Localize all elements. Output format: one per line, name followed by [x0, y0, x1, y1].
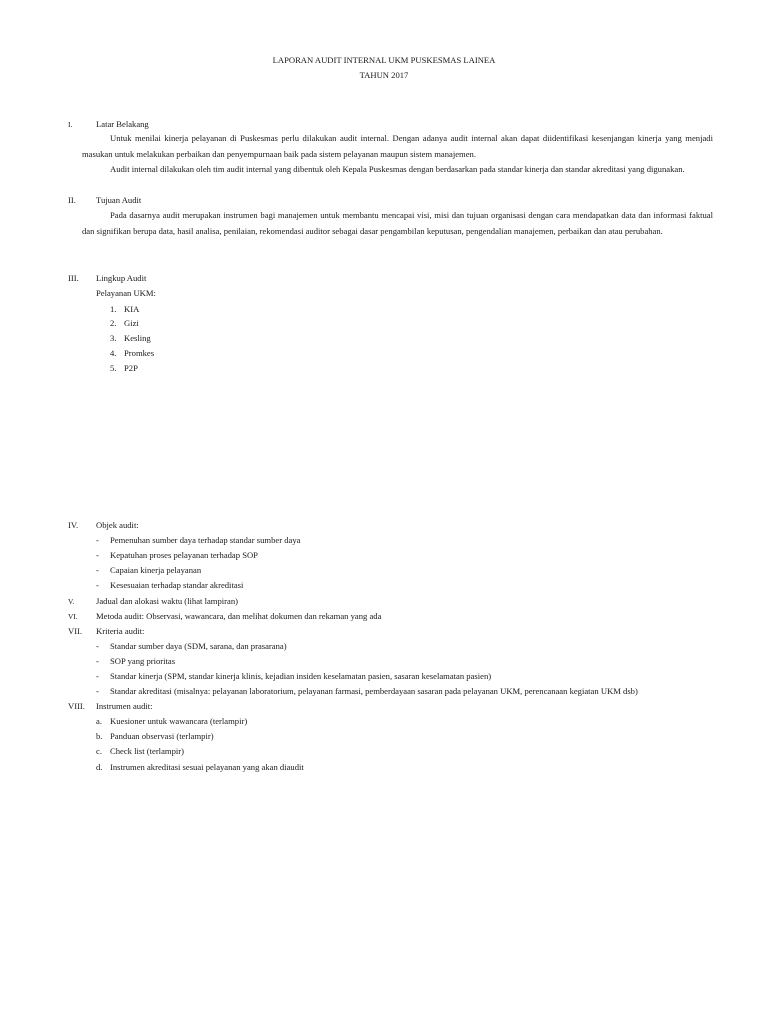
- section-number: V.: [68, 597, 75, 606]
- section-heading: Objek audit:: [96, 520, 139, 530]
- section-number: III.: [68, 273, 79, 283]
- list-item: 3. Kesling: [110, 333, 151, 343]
- list-item: 5. P2P: [110, 363, 138, 373]
- section-heading: Metoda audit: Observasi, wawancara, dan melihat dokumen dan rekaman yang ada: [96, 611, 382, 621]
- section-number: VIII.: [68, 701, 85, 711]
- paragraph-text: Pada dasarnya audit merupakan instrumen bagi manajemen untuk membantu mencapai visi, misi dan tujuan organisasi dengan cara mendapatkan data dan informasi faktual dan signifikan berupa data, hasil analisa, penilaian, rekomendasi auditor sebagai dasar pengambilan keputusan, pengendalian manajemen, perbaikan dan atau perubahan.: [82, 210, 713, 236]
- list-item: - Capaian kinerja pelayanan: [96, 565, 202, 575]
- paragraph-text: Untuk menilai kinerja pelayanan di Puskesmas perlu dilakukan audit internal. Dengan adanya audit internal akan dapat diidentifikasi kesenjangan kinerja yang menjadi masukan untuk melakukan perbaikan dan penyempurnaan baik pada sistem pelayanan maupun sistem manajemen.: [82, 133, 713, 159]
- section-number: I.: [68, 120, 73, 129]
- paragraph: [82, 208, 713, 239]
- title-line-1: LAPORAN AUDIT INTERNAL UKM PUSKESMAS LAINEA: [272, 55, 496, 65]
- section-heading: Jadual dan alokasi waktu (lihat lampiran): [96, 596, 238, 606]
- section-number: IV.: [68, 520, 79, 530]
- list-item: 4. Promkes: [110, 348, 155, 358]
- list-item: - Kesesuaian terhadap standar akreditasi: [96, 580, 244, 590]
- list-item: - Kepatuhan proses pelayanan terhadap SOP: [96, 550, 258, 560]
- section-number: VI.: [68, 612, 78, 621]
- list-item: 2. Gizi: [110, 318, 139, 328]
- paragraph: [82, 131, 713, 162]
- section-heading: Instrumen audit:: [96, 701, 153, 711]
- list-item: c. Check list (terlampir): [96, 746, 184, 756]
- title-line-2: TAHUN 2017: [359, 70, 409, 80]
- list-item: - Standar akreditasi (misalnya: pelayanan laboratorium, pelayanan farmasi, pemberdayaan sasaran pada pelayanan UKM, perencanaan kegiatan UKM dsb): [96, 686, 638, 696]
- section-number: II.: [68, 195, 76, 205]
- list-item: a. Kuesioner untuk wawancara (terlampir): [96, 716, 248, 726]
- list-item: b. Panduan observasi (terlampir): [96, 731, 214, 741]
- section-heading: Lingkup Audit: [96, 273, 147, 283]
- list-item: - Standar sumber daya (SDM, sarana, dan prasarana): [96, 641, 287, 651]
- list-item: - SOP yang prioritas: [96, 656, 176, 666]
- document-title: [0, 53, 768, 83]
- section-heading: Latar Belakang: [96, 119, 149, 129]
- section-number: VII.: [68, 626, 83, 636]
- section-heading: Tujuan Audit: [96, 195, 142, 205]
- list-item: - Pemenuhan sumber daya terhadap standar sumber daya: [96, 535, 301, 545]
- list-item: - Standar kinerja (SPM, standar kinerja klinis, kejadian insiden keselamatan pasien, sasaran keselamatan pasien): [96, 671, 492, 681]
- list-item: 1. KIA: [110, 304, 140, 314]
- subheading: Pelayanan UKM:: [96, 288, 156, 298]
- list-item: d. Instrumen akreditasi sesuai pelayanan yang akan diaudit: [96, 762, 304, 772]
- paragraph: Audit internal dilakukan oleh tim audit internal yang dibentuk oleh Kepala Puskesmas dengan berdasarkan pada standar kinerja dan standar akreditasi yang digunakan.: [110, 164, 685, 174]
- section-heading: Kriteria audit:: [96, 626, 145, 636]
